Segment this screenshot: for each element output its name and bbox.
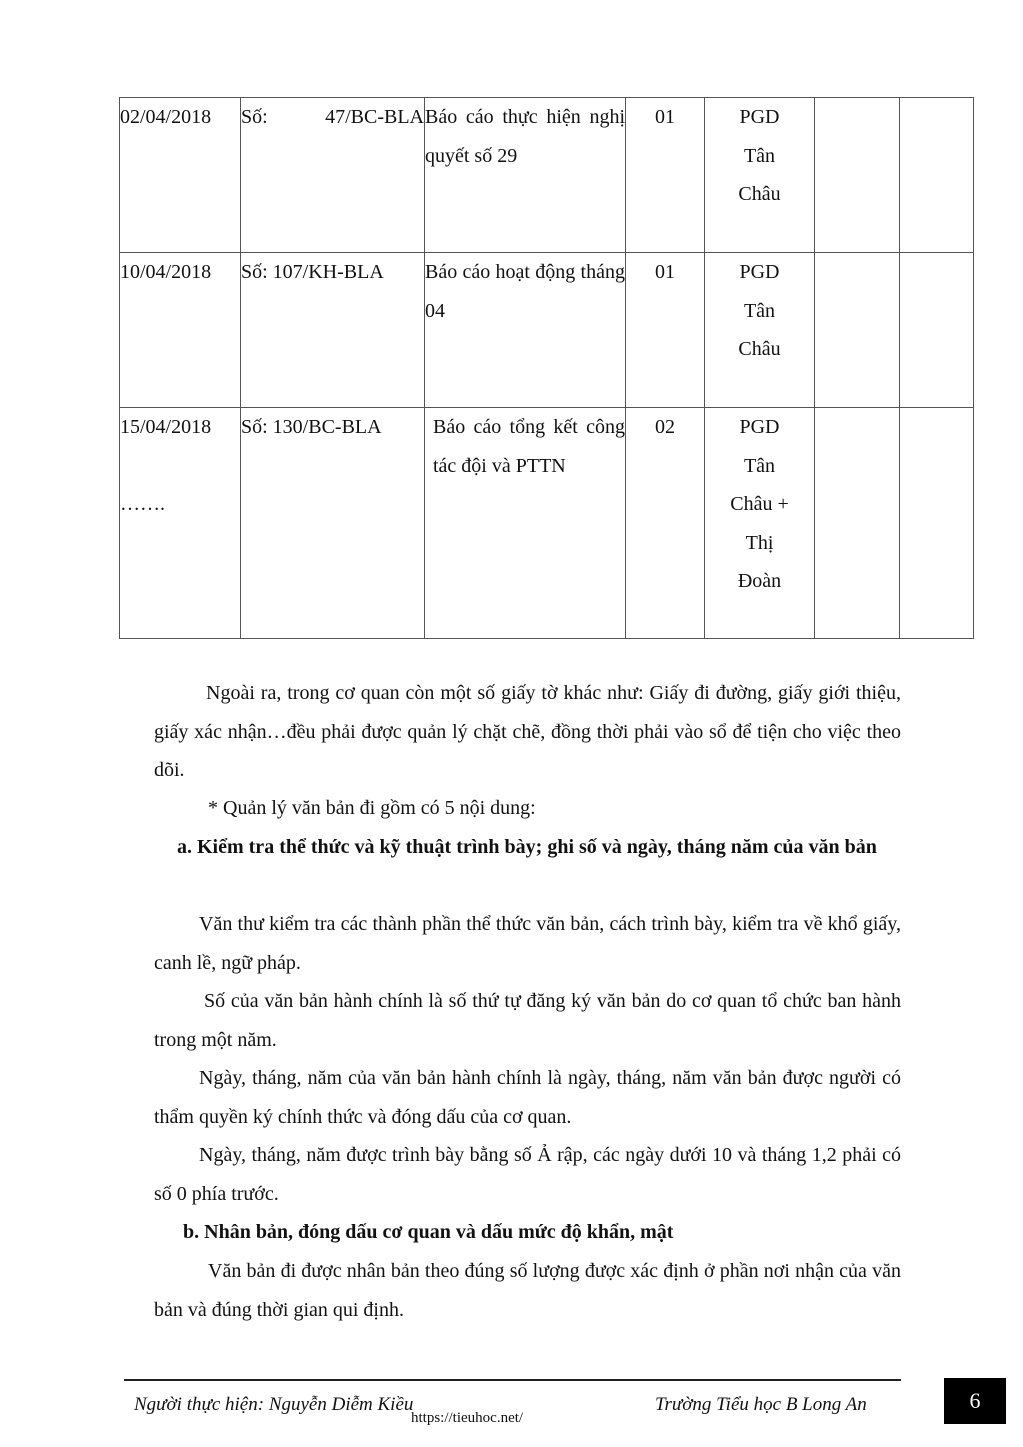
page-number: 6 — [944, 1378, 1006, 1424]
table-row — [120, 408, 974, 639]
date-cell — [120, 408, 241, 639]
recipient-line: Châu — [738, 338, 781, 360]
number-text: Số: 47/BC-BLA — [241, 106, 424, 128]
body-paragraph: * Quản lý văn bản đi gồm có 5 nội dung: — [208, 797, 536, 819]
recipient-line: Tân — [743, 299, 776, 322]
date-cell — [120, 98, 241, 253]
body-paragraph: Ngày, tháng, năm của văn bản hành chính là ngày, tháng, năm văn bản được người có thẩm quyền ký chính thức và đóng dấu của cơ quan. — [154, 1067, 901, 1128]
empty-cell — [815, 408, 900, 639]
empty-cell — [815, 98, 900, 253]
date-cell — [120, 253, 241, 408]
footer-school: Trường Tiểu học B Long An — [655, 1394, 867, 1415]
number-text: Số: 107/KH-BLA — [241, 261, 384, 283]
date-text: 15/04/2018 — [120, 416, 212, 438]
quantity-text: 01 — [655, 106, 675, 128]
number-cell — [241, 98, 425, 253]
number-cell — [241, 253, 425, 408]
recipient-line: Đoàn — [737, 570, 782, 592]
recipient-cell — [705, 253, 815, 408]
section-heading-b: b. Nhân bản, đóng dấu cơ quan và dấu mức độ khẩn, mật — [183, 1221, 674, 1243]
recipient-line: Tân — [743, 454, 776, 477]
description-text: Báo cáo tổng kết công tác đội và PTTN — [433, 416, 625, 477]
recipient-cell — [705, 98, 815, 253]
description-cell — [425, 253, 626, 408]
number-text: Số: 130/BC-BLA — [241, 416, 382, 438]
quantity-cell — [626, 408, 705, 639]
footer-url: https://tieuhoc.net/ — [411, 1410, 524, 1426]
recipient-line: Thị — [745, 531, 774, 554]
recipient-line: Tân — [743, 144, 776, 167]
recipient-line: PGD — [739, 261, 780, 283]
description-cell — [425, 98, 626, 253]
empty-cell — [900, 408, 974, 639]
table-row — [120, 98, 974, 253]
footer-divider — [124, 1379, 901, 1381]
quantity-text: 01 — [655, 261, 675, 283]
footer-author: Người thực hiện: Nguyễn Diễm Kiều — [134, 1394, 414, 1415]
date-text: 02/04/2018 — [120, 106, 212, 128]
empty-cell — [900, 253, 974, 408]
section-heading-a: a. Kiểm tra thể thức và kỹ thuật trình bày; ghi số và ngày, tháng năm của văn bản — [177, 836, 877, 858]
body-paragraph: Số của văn bản hành chính là số thứ tự đăng ký văn bản do cơ quan tổ chức ban hành trong một năm. — [154, 990, 901, 1051]
recipient-line: PGD — [739, 106, 780, 128]
quantity-text: 02 — [655, 416, 675, 438]
table-row — [120, 253, 974, 408]
recipient-line: Châu — [738, 183, 781, 205]
description-text: Báo cáo thực hiện nghị quyết số 29 — [425, 106, 625, 167]
empty-cell — [900, 98, 974, 253]
quantity-cell — [626, 253, 705, 408]
empty-cell — [815, 253, 900, 408]
recipient-cell — [705, 408, 815, 639]
quantity-cell — [626, 98, 705, 253]
recipient-line: Châu + — [730, 493, 789, 515]
body-paragraph: Văn bản đi được nhân bản theo đúng số lượng được xác định ở phần nơi nhận của văn bản và đúng thời gian qui định. — [154, 1260, 901, 1321]
recipient-line: PGD — [739, 416, 780, 438]
body-paragraph: Văn thư kiểm tra các thành phần thể thức văn bản, cách trình bày, kiểm tra về khổ giấy, canh lề, ngữ pháp. — [154, 913, 901, 974]
description-cell — [425, 408, 626, 639]
date-text: 10/04/2018 — [120, 261, 212, 283]
number-cell — [241, 408, 425, 639]
continuation-dots: ……. — [120, 493, 165, 515]
body-paragraph: Ngoài ra, trong cơ quan còn một số giấy tờ khác như: Giấy đi đường, giấy giới thiệu, giấy xác nhận…đều phải được quản lý chặt chẽ, đồng thời phải vào sổ để tiện cho việc theo dõi. — [154, 682, 901, 781]
description-text: Báo cáo hoạt động tháng 04 — [425, 261, 625, 322]
document-register-table — [119, 97, 974, 639]
body-paragraph: Ngày, tháng, năm được trình bày bằng số Ả rập, các ngày dưới 10 và tháng 1,2 phải có số 0 phía trước. — [154, 1144, 901, 1205]
